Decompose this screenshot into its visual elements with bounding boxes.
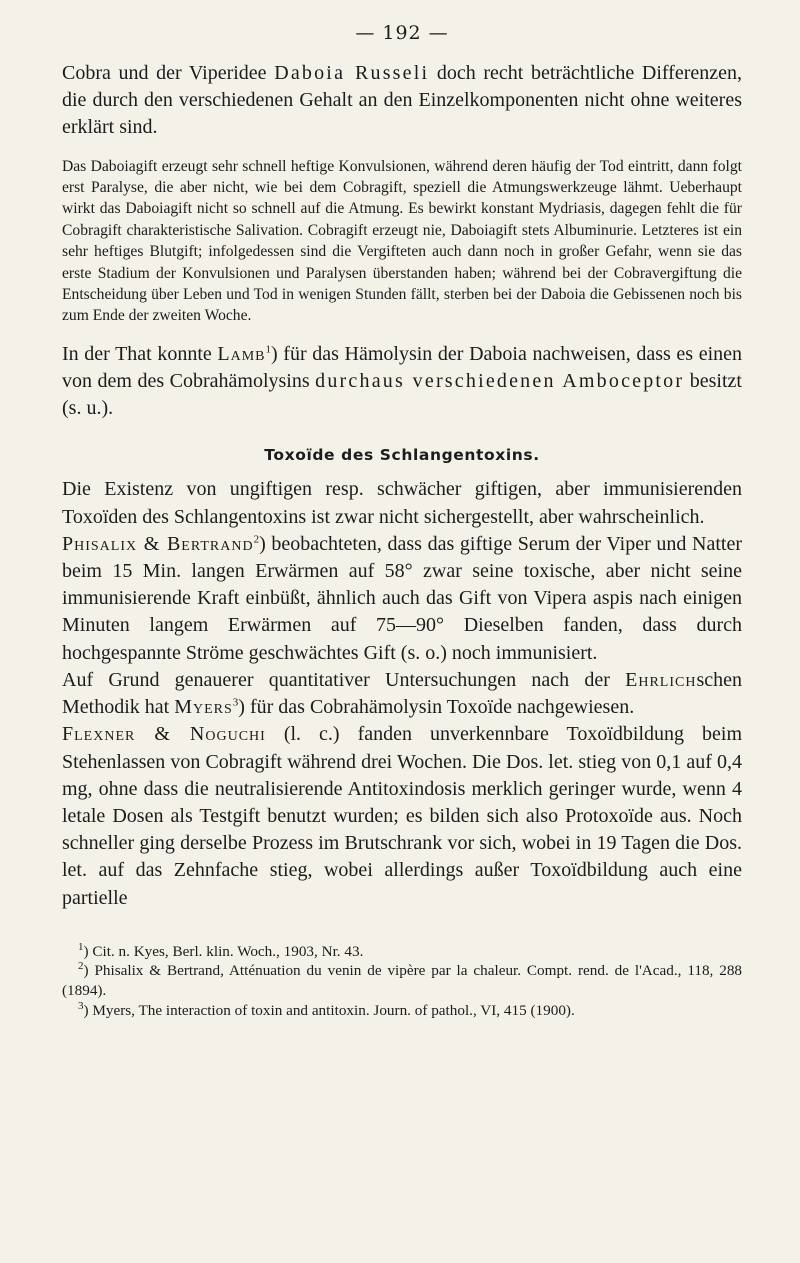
- footnote-2: $^2$) Phisalix & Bertrand, Atténuation du venin de vipère par la chaleur. Compt. rend. de l'Acad., 118, 288 (1894).: [62, 960, 743, 999]
- document-page: [62, 22, 742, 1020]
- flexner-text: (l. c.) fanden unverkennbare Toxoïdbildung beim Stehenlassen von Cobragift während drei Wochen. Die Dos. let. stieg von 0,1 auf 0,4 mg, ohne dass die neutralisierende Antitoxindosis merklich geringer wurde, wenn 4 letale Dosen als Testgift benutzt wurden; es bilden sich also Protoxoïde aus. Noch schneller ging derselbe Prozess im Brutschrank vor sich, wobei in 19 Tagen die Dos. let. auf das Zehnfache stieg, wobei allerdings außer Toxoïdbildung auch eine partielle: [62, 723, 742, 909]
- author-phisalix-bertrand: Phisalix & Bertrand: [62, 532, 254, 555]
- footnote-3: $^3$) Myers, The interaction of toxin and antitoxin. Journ. of pathol., VI, 415 (1900).: [78, 999, 575, 1019]
- existence-paragraph: Die Existenz von ungiftigen resp. schwächer giftigen, aber immunisierenden Toxoïden des Schlangentoxins ist zwar nicht sichergestellt, aber wahrscheinlich.: [62, 478, 742, 528]
- footnote-ref-3[interactable]: 3: [232, 696, 239, 709]
- phisalix-text: ) beobachteten, dass das giftige Serum der Viper und Natter beim 15 Min. langen Erwärmen auf 58° zwar seine toxische, aber nicht seine immunisierende Kraft einbüßt, ähnlich auch das Gift von Vipera aspis nach einigen Minuten langem Erwärmen auf 75—90° Dieselben fanden, dass durch hochgespannte Ströme geschwächtes Gift (s. o.) noch immunisiert.: [62, 532, 742, 664]
- footnote-1: $^1$) Cit. n. Kyes, Berl. klin. Woch., 1903, Nr. 43.: [78, 940, 364, 960]
- intro-text: Cobra und der Viperidee Daboia Russeli doch recht beträchtliche Differenzen, die durch den verschiedenen Gehalt an den Einzelkomponenten nicht ohne weiteres erklärt sind.: [62, 62, 742, 139]
- author-flexner-noguchi: Flexner & Noguchi: [62, 723, 266, 746]
- intro-paragraph: [62, 60, 742, 142]
- myers-text-middle: schen Methodik hat: [62, 668, 742, 719]
- footnote-ref-2[interactable]: 2: [253, 533, 260, 546]
- spaced-species-name: Daboia Russeli: [274, 62, 430, 84]
- author-ehrlich: Ehrlich: [625, 668, 697, 691]
- footnote-text: Cit. n. Kyes, Berl. klin. Woch., 1903, Nr. 43.: [92, 942, 364, 960]
- section-heading: Toxoïde des Schlangentoxins.: [264, 446, 540, 465]
- footnote-marker: 3: [78, 999, 84, 1012]
- footnote-marker: 1: [78, 940, 84, 953]
- footnote-text: Myers, The interaction of toxin and antitoxin. Journ. of pathol., VI, 415 (1900).: [92, 1001, 575, 1019]
- footnotes: [62, 942, 742, 1020]
- small-print-paragraph: Das Daboiagift erzeugt sehr schnell heftige Konvulsionen, während deren häufig der Tod eintritt, dann folgt erst Paralyse, die aber nicht, wie bei dem Cobragift, speziell die Atmungswerkzeuge lähmt. Ueberhaupt wirkt das Daboiagift nicht so schnell auf die Atmung. Es bewirkt konstant Mydriasis, dagegen fehlt die für Cobragift charakteristische Salivation. Cobragift erzeugt nie, Daboiagift stets Albuminurie. Letzteres ist ein sehr heftiges Blutgift; infolgedessen sind die Vergifteten auch dann noch in großer Gefahr, wenn sie das erste Stadium der Konvulsionen und Paralysen überstanden haben; während bei der Cobravergiftung die Entscheidung über Leben und Tod in wenigen Stunden fällt, sterben bei der Daboia die Gebissenen noch bis zum Ende der zweiten Woche.: [62, 157, 742, 325]
- lamb-paragraph: [62, 341, 742, 423]
- myers-text-before: Auf Grund genauerer quantitativer Untersuchungen nach der: [62, 668, 626, 691]
- lamb-text-end: besitzt (s. u.).: [62, 370, 742, 420]
- footnote-marker: 2: [78, 960, 84, 973]
- lamb-text-after: ) für das Hämolysin der Daboia nachweisen, dass es einen von dem des Cobrahämolysins: [62, 342, 743, 393]
- page-number: — 192 —: [355, 22, 449, 44]
- footnote-text: Phisalix & Bertrand, Atténuation du venin de vipère par la chaleur. Compt. rend. de l'Acad., 118, 288 (1894).: [62, 962, 743, 999]
- myers-paragraph: [62, 667, 742, 721]
- spaced-emphasis: durchaus verschiedenen Amboceptor: [315, 370, 685, 393]
- lamb-text-before: In der That konnte: [62, 342, 218, 365]
- phisalix-paragraph: [62, 531, 742, 667]
- author-myers: Myers: [174, 696, 233, 719]
- myers-text-after: ) für das Cobrahämolysin Toxoïde nachgewiesen.: [238, 696, 635, 719]
- author-lamb: Lamb: [217, 342, 266, 365]
- flexner-paragraph: [62, 721, 742, 911]
- footnote-ref-1[interactable]: 1: [265, 343, 272, 356]
